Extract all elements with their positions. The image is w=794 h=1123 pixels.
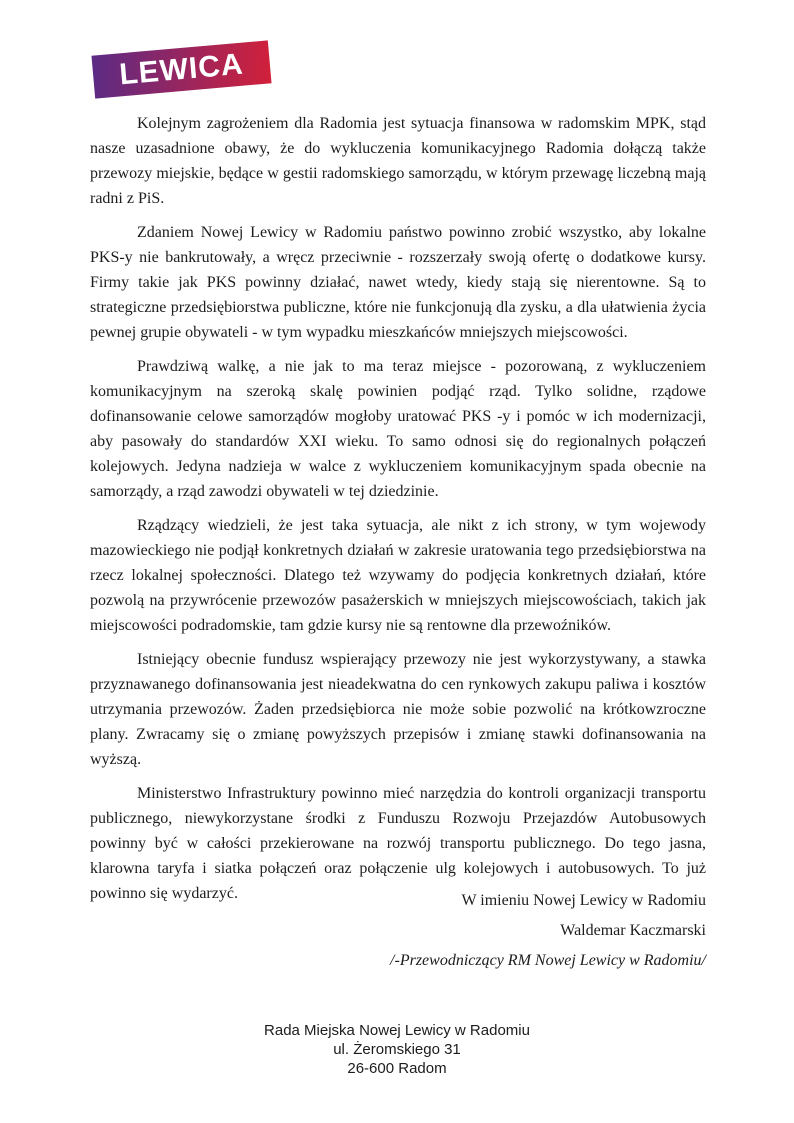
signature-block <box>90 886 706 976</box>
letter-body <box>90 111 706 915</box>
paragraph: Rządzący wiedzieli, że jest taka sytuacja, ale nikt z ich strony, w tym wojewody mazowieckiego nie podjął konkretnych działań w zakresie uratowania tego przedsiębiorstwa na rzecz lokalnej społeczności. Dlatego też wzywamy do podjęcia konkretnych działań, które pozwolą na przywrócenie przewozów pasażerskich w mniejszych miejscowościach, takich jak miejscowości podradomskie, tam gdzie kursy nie są rentowne dla przewoźników. <box>90 517 706 634</box>
paragraph: Prawdziwą walkę, a nie jak to ma teraz miejsce - pozorowaną, z wykluczeniem komunikacyjnym na szeroką skalę powinien podjąć rząd. Tylko solidne, rządowe dofinansowanie celowe samorządów mogłoby uratować PKS -y i pomóc w ich modernizacji, aby pasowały do standardów XXI wieku. To samo odnosi się do regionalnych połączeń kolejowych. Jedyna nadzieja w walce z wykluczeniem komunikacyjnym spada obecnie na samorządy, a rząd zawodzi obywateli w tej dziedzinie. <box>90 358 706 500</box>
lewica-logo-text: LEWICA <box>118 47 245 91</box>
paragraph: Ministerstwo Infrastruktury powinno mieć narzędzia do kontroli organizacji transportu publicznego, niewykorzystane środki z Funduszu Rozwoju Przejazdów Autobusowych powinny być w całości przekierowane na rozwój transportu publicznego. Do tego jasna, klarowna taryfa i siatka połączeń oraz połączenie ulg kolejowych i autobusowych. To już powinno się wydarzyć. <box>90 785 706 902</box>
signature-role: /-Przewodniczący RM Nowej Lewicy w Radomiu/ <box>390 952 706 969</box>
paragraph: Kolejnym zagrożeniem dla Radomia jest sytuacja finansowa w radomskim MPK, stąd nasze uzasadnione obawy, że do wykluczenia komunikacyjnego Radomia dołączą także przewozy miejskie, będące w gestii radomskiego samorządu, w którym przewagę liczebną mają radni z PiS. <box>90 115 706 207</box>
signature-on-behalf: W imieniu Nowej Lewicy w Radomiu <box>461 892 706 909</box>
footer-address <box>0 1021 794 1078</box>
lewica-logo <box>91 40 271 98</box>
signature-name: Waldemar Kaczmarski <box>560 922 706 939</box>
footer-city: 26-600 Radom <box>347 1060 447 1077</box>
footer-street: ul. Żeromskiego 31 <box>333 1041 461 1058</box>
paragraph: Zdaniem Nowej Lewicy w Radomiu państwo powinno zrobić wszystko, aby lokalne PKS-y nie bankrutowały, a wręcz przeciwnie - rozszerzały swoją ofertę o dodatkowe kursy. Firmy takie jak PKS powinny działać, nawet wtedy, kiedy stają się nierentowne. Są to strategiczne przedsiębiorstwa publiczne, które nie funkcjonują dla zysku, a dla ułatwienia życia pewnej grupie obywateli - w tym wypadku mieszkańców mniejszych miejscowości. <box>90 224 706 341</box>
paragraph: Istniejący obecnie fundusz wspierający przewozy nie jest wykorzystywany, a stawka przyznawanego dofinansowania jest nieadekwatna do cen rynkowych zakupu paliwa i kosztów utrzymania przewozów. Żaden przedsiębiorca nie może sobie pozwolić na krótkowzroczne plany. Zwracamy się o zmianę powyższych przepisów i zmianę stawki dofinansowania na wyższą. <box>90 651 706 768</box>
footer-organization: Rada Miejska Nowej Lewicy w Radomiu <box>264 1022 530 1039</box>
